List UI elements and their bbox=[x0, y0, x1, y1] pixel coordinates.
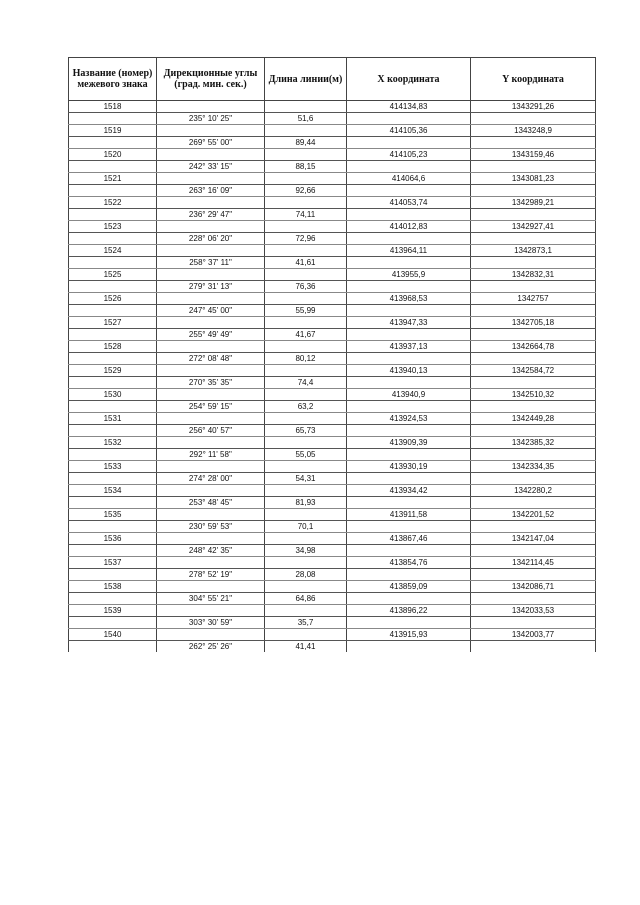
empty-cell bbox=[347, 161, 471, 173]
empty-cell bbox=[471, 185, 596, 197]
empty-cell bbox=[69, 473, 157, 485]
point-x: 414053,74 bbox=[347, 197, 471, 209]
segment-angle: 292° 11' 58" bbox=[157, 449, 265, 461]
point-x: 413896,22 bbox=[347, 605, 471, 617]
empty-cell bbox=[265, 413, 347, 425]
empty-cell bbox=[69, 305, 157, 317]
segment-row bbox=[69, 377, 596, 389]
point-row bbox=[69, 293, 596, 305]
empty-cell bbox=[347, 137, 471, 149]
segment-length: 41,41 bbox=[265, 641, 347, 653]
point-name: 1538 bbox=[69, 581, 157, 593]
empty-cell bbox=[157, 581, 265, 593]
empty-cell bbox=[157, 557, 265, 569]
empty-cell bbox=[347, 113, 471, 125]
empty-cell bbox=[471, 305, 596, 317]
point-x: 413909,39 bbox=[347, 437, 471, 449]
empty-cell bbox=[265, 149, 347, 161]
empty-cell bbox=[69, 329, 157, 341]
segment-row bbox=[69, 209, 596, 221]
segment-angle: 303° 30' 59" bbox=[157, 617, 265, 629]
segment-length: 63,2 bbox=[265, 401, 347, 413]
point-y: 1342003,77 bbox=[471, 629, 596, 641]
point-y: 1342280,2 bbox=[471, 485, 596, 497]
segment-angle: 235° 10' 25" bbox=[157, 113, 265, 125]
empty-cell bbox=[471, 137, 596, 149]
empty-cell bbox=[69, 497, 157, 509]
segment-angle: 258° 37' 11" bbox=[157, 257, 265, 269]
empty-cell bbox=[69, 281, 157, 293]
empty-cell bbox=[471, 113, 596, 125]
empty-cell bbox=[69, 161, 157, 173]
empty-cell bbox=[347, 233, 471, 245]
segment-angle: 254° 59' 15" bbox=[157, 401, 265, 413]
empty-cell bbox=[157, 149, 265, 161]
table-header-row bbox=[69, 58, 596, 101]
empty-cell bbox=[157, 341, 265, 353]
segment-angle: 253° 48' 45" bbox=[157, 497, 265, 509]
empty-cell bbox=[265, 389, 347, 401]
point-row bbox=[69, 557, 596, 569]
empty-cell bbox=[157, 197, 265, 209]
point-x: 413915,93 bbox=[347, 629, 471, 641]
empty-cell bbox=[265, 605, 347, 617]
point-name: 1529 bbox=[69, 365, 157, 377]
point-y: 1342334,35 bbox=[471, 461, 596, 473]
segment-row bbox=[69, 233, 596, 245]
empty-cell bbox=[157, 221, 265, 233]
point-row bbox=[69, 365, 596, 377]
point-name: 1534 bbox=[69, 485, 157, 497]
empty-cell bbox=[157, 461, 265, 473]
point-row bbox=[69, 197, 596, 209]
empty-cell bbox=[157, 125, 265, 137]
segment-length: 65,73 bbox=[265, 425, 347, 437]
point-y: 1342510,32 bbox=[471, 389, 596, 401]
empty-cell bbox=[157, 605, 265, 617]
segment-row bbox=[69, 305, 596, 317]
point-y: 1343248,9 bbox=[471, 125, 596, 137]
empty-cell bbox=[157, 533, 265, 545]
point-row bbox=[69, 149, 596, 161]
empty-cell bbox=[347, 209, 471, 221]
empty-cell bbox=[347, 617, 471, 629]
point-row bbox=[69, 413, 596, 425]
empty-cell bbox=[69, 425, 157, 437]
point-name: 1523 bbox=[69, 221, 157, 233]
point-name: 1532 bbox=[69, 437, 157, 449]
point-name: 1539 bbox=[69, 605, 157, 617]
segment-row bbox=[69, 473, 596, 485]
empty-cell bbox=[69, 137, 157, 149]
segment-row bbox=[69, 449, 596, 461]
segment-length: 41,61 bbox=[265, 257, 347, 269]
point-name: 1524 bbox=[69, 245, 157, 257]
empty-cell bbox=[347, 425, 471, 437]
header-length: Длина линии(м) bbox=[265, 58, 347, 101]
point-name: 1533 bbox=[69, 461, 157, 473]
empty-cell bbox=[69, 113, 157, 125]
header-name: Название (номер) межевого знака bbox=[69, 58, 157, 101]
empty-cell bbox=[347, 377, 471, 389]
empty-cell bbox=[265, 245, 347, 257]
point-row bbox=[69, 269, 596, 281]
point-x: 414134,83 bbox=[347, 101, 471, 113]
empty-cell bbox=[69, 449, 157, 461]
empty-cell bbox=[157, 413, 265, 425]
empty-cell bbox=[471, 377, 596, 389]
point-name: 1522 bbox=[69, 197, 157, 209]
segment-length: 35,7 bbox=[265, 617, 347, 629]
segment-angle: 256° 40' 57" bbox=[157, 425, 265, 437]
point-y: 1342927,41 bbox=[471, 221, 596, 233]
segment-length: 55,05 bbox=[265, 449, 347, 461]
segment-angle: 230° 59' 53" bbox=[157, 521, 265, 533]
empty-cell bbox=[471, 233, 596, 245]
point-row bbox=[69, 581, 596, 593]
empty-cell bbox=[157, 293, 265, 305]
empty-cell bbox=[471, 545, 596, 557]
header-y: Y координата bbox=[471, 58, 596, 101]
segment-angle: 248° 42' 35" bbox=[157, 545, 265, 557]
point-row bbox=[69, 245, 596, 257]
point-y: 1343081,23 bbox=[471, 173, 596, 185]
boundary-coordinates-table bbox=[68, 57, 596, 652]
point-x: 413937,13 bbox=[347, 341, 471, 353]
point-y: 1342086,71 bbox=[471, 581, 596, 593]
empty-cell bbox=[471, 473, 596, 485]
segment-length: 55,99 bbox=[265, 305, 347, 317]
segment-row bbox=[69, 401, 596, 413]
point-name: 1525 bbox=[69, 269, 157, 281]
empty-cell bbox=[265, 365, 347, 377]
segment-row bbox=[69, 137, 596, 149]
point-x: 413955,9 bbox=[347, 269, 471, 281]
point-x: 413911,58 bbox=[347, 509, 471, 521]
point-x: 413947,33 bbox=[347, 317, 471, 329]
empty-cell bbox=[347, 305, 471, 317]
point-x: 413867,46 bbox=[347, 533, 471, 545]
segment-row bbox=[69, 257, 596, 269]
segment-length: 74,4 bbox=[265, 377, 347, 389]
point-x: 414105,23 bbox=[347, 149, 471, 161]
header-angle: Дирекционные углы (град. мин. сек.) bbox=[157, 58, 265, 101]
empty-cell bbox=[265, 317, 347, 329]
segment-length: 81,93 bbox=[265, 497, 347, 509]
empty-cell bbox=[69, 617, 157, 629]
segment-angle: 274° 28' 00" bbox=[157, 473, 265, 485]
empty-cell bbox=[265, 221, 347, 233]
point-name: 1526 bbox=[69, 293, 157, 305]
segment-angle: 247° 45' 00" bbox=[157, 305, 265, 317]
point-y: 1343291,26 bbox=[471, 101, 596, 113]
empty-cell bbox=[265, 581, 347, 593]
point-x: 414064,6 bbox=[347, 173, 471, 185]
point-y: 1342757 bbox=[471, 293, 596, 305]
point-name: 1518 bbox=[69, 101, 157, 113]
table-body bbox=[69, 101, 596, 653]
empty-cell bbox=[69, 353, 157, 365]
empty-cell bbox=[347, 593, 471, 605]
segment-length: 92,66 bbox=[265, 185, 347, 197]
point-y: 1342033,53 bbox=[471, 605, 596, 617]
segment-row bbox=[69, 569, 596, 581]
empty-cell bbox=[471, 257, 596, 269]
empty-cell bbox=[471, 209, 596, 221]
point-row bbox=[69, 533, 596, 545]
segment-length: 88,15 bbox=[265, 161, 347, 173]
segment-row bbox=[69, 425, 596, 437]
point-row bbox=[69, 509, 596, 521]
point-y: 1343159,46 bbox=[471, 149, 596, 161]
point-x: 413924,53 bbox=[347, 413, 471, 425]
segment-angle: 272° 08' 48" bbox=[157, 353, 265, 365]
point-row bbox=[69, 221, 596, 233]
segment-angle: 228° 06' 20" bbox=[157, 233, 265, 245]
point-y: 1342584,72 bbox=[471, 365, 596, 377]
segment-length: 28,08 bbox=[265, 569, 347, 581]
point-x: 413964,11 bbox=[347, 245, 471, 257]
empty-cell bbox=[157, 245, 265, 257]
segment-length: 76,36 bbox=[265, 281, 347, 293]
empty-cell bbox=[69, 569, 157, 581]
empty-cell bbox=[347, 401, 471, 413]
empty-cell bbox=[69, 377, 157, 389]
empty-cell bbox=[157, 509, 265, 521]
empty-cell bbox=[265, 341, 347, 353]
empty-cell bbox=[471, 401, 596, 413]
point-row bbox=[69, 485, 596, 497]
empty-cell bbox=[69, 209, 157, 221]
point-name: 1520 bbox=[69, 149, 157, 161]
segment-row bbox=[69, 185, 596, 197]
empty-cell bbox=[347, 449, 471, 461]
segment-angle: 304° 55' 21" bbox=[157, 593, 265, 605]
empty-cell bbox=[69, 401, 157, 413]
empty-cell bbox=[471, 329, 596, 341]
segment-length: 64,86 bbox=[265, 593, 347, 605]
segment-angle: 263° 16' 09" bbox=[157, 185, 265, 197]
empty-cell bbox=[347, 545, 471, 557]
point-x: 413930,19 bbox=[347, 461, 471, 473]
segment-row bbox=[69, 521, 596, 533]
point-name: 1537 bbox=[69, 557, 157, 569]
empty-cell bbox=[347, 641, 471, 653]
point-row bbox=[69, 437, 596, 449]
point-y: 1342832,31 bbox=[471, 269, 596, 281]
point-name: 1521 bbox=[69, 173, 157, 185]
empty-cell bbox=[157, 629, 265, 641]
empty-cell bbox=[471, 569, 596, 581]
segment-angle: 242° 33' 15" bbox=[157, 161, 265, 173]
empty-cell bbox=[69, 545, 157, 557]
point-name: 1535 bbox=[69, 509, 157, 521]
point-name: 1531 bbox=[69, 413, 157, 425]
empty-cell bbox=[157, 173, 265, 185]
empty-cell bbox=[69, 593, 157, 605]
point-row bbox=[69, 125, 596, 137]
empty-cell bbox=[265, 125, 347, 137]
empty-cell bbox=[471, 425, 596, 437]
point-y: 1342873,1 bbox=[471, 245, 596, 257]
point-x: 413854,76 bbox=[347, 557, 471, 569]
point-y: 1342664,78 bbox=[471, 341, 596, 353]
coordinates-sheet bbox=[68, 57, 595, 652]
empty-cell bbox=[157, 317, 265, 329]
empty-cell bbox=[157, 365, 265, 377]
segment-length: 72,96 bbox=[265, 233, 347, 245]
segment-row bbox=[69, 281, 596, 293]
empty-cell bbox=[157, 389, 265, 401]
empty-cell bbox=[471, 521, 596, 533]
segment-row bbox=[69, 497, 596, 509]
segment-angle: 262° 25' 26" bbox=[157, 641, 265, 653]
empty-cell bbox=[69, 257, 157, 269]
point-name: 1530 bbox=[69, 389, 157, 401]
segment-length: 34,98 bbox=[265, 545, 347, 557]
empty-cell bbox=[471, 353, 596, 365]
empty-cell bbox=[69, 641, 157, 653]
point-y: 1342705,18 bbox=[471, 317, 596, 329]
point-name: 1527 bbox=[69, 317, 157, 329]
segment-length: 51,6 bbox=[265, 113, 347, 125]
point-row bbox=[69, 101, 596, 113]
empty-cell bbox=[471, 161, 596, 173]
segment-row bbox=[69, 113, 596, 125]
empty-cell bbox=[347, 569, 471, 581]
point-x: 413968,53 bbox=[347, 293, 471, 305]
empty-cell bbox=[157, 101, 265, 113]
point-name: 1528 bbox=[69, 341, 157, 353]
segment-length: 54,31 bbox=[265, 473, 347, 485]
empty-cell bbox=[265, 173, 347, 185]
empty-cell bbox=[471, 281, 596, 293]
segment-row bbox=[69, 545, 596, 557]
empty-cell bbox=[157, 485, 265, 497]
segment-angle: 255° 49' 49" bbox=[157, 329, 265, 341]
segment-angle: 279° 31' 13" bbox=[157, 281, 265, 293]
empty-cell bbox=[265, 557, 347, 569]
point-row bbox=[69, 341, 596, 353]
empty-cell bbox=[265, 101, 347, 113]
point-row bbox=[69, 317, 596, 329]
segment-length: 80,12 bbox=[265, 353, 347, 365]
empty-cell bbox=[69, 233, 157, 245]
point-x: 414105,36 bbox=[347, 125, 471, 137]
point-x: 413934,42 bbox=[347, 485, 471, 497]
empty-cell bbox=[265, 629, 347, 641]
point-name: 1536 bbox=[69, 533, 157, 545]
empty-cell bbox=[347, 473, 471, 485]
empty-cell bbox=[265, 533, 347, 545]
point-x: 413859,09 bbox=[347, 581, 471, 593]
segment-row bbox=[69, 641, 596, 653]
segment-row bbox=[69, 617, 596, 629]
point-row bbox=[69, 605, 596, 617]
segment-length: 89,44 bbox=[265, 137, 347, 149]
point-y: 1342449,28 bbox=[471, 413, 596, 425]
header-x: X координата bbox=[347, 58, 471, 101]
segment-length: 74,11 bbox=[265, 209, 347, 221]
point-y: 1342114,45 bbox=[471, 557, 596, 569]
segment-angle: 269° 55' 00" bbox=[157, 137, 265, 149]
empty-cell bbox=[347, 329, 471, 341]
point-row bbox=[69, 389, 596, 401]
segment-row bbox=[69, 593, 596, 605]
point-row bbox=[69, 629, 596, 641]
empty-cell bbox=[265, 197, 347, 209]
empty-cell bbox=[347, 257, 471, 269]
point-x: 413940,13 bbox=[347, 365, 471, 377]
empty-cell bbox=[347, 185, 471, 197]
empty-cell bbox=[347, 521, 471, 533]
point-y: 1342385,32 bbox=[471, 437, 596, 449]
point-name: 1519 bbox=[69, 125, 157, 137]
point-row bbox=[69, 173, 596, 185]
empty-cell bbox=[69, 185, 157, 197]
empty-cell bbox=[471, 449, 596, 461]
point-x: 414012,83 bbox=[347, 221, 471, 233]
empty-cell bbox=[471, 641, 596, 653]
point-y: 1342201,52 bbox=[471, 509, 596, 521]
segment-row bbox=[69, 353, 596, 365]
segment-row bbox=[69, 161, 596, 173]
point-x: 413940,9 bbox=[347, 389, 471, 401]
segment-length: 70,1 bbox=[265, 521, 347, 533]
point-row bbox=[69, 461, 596, 473]
empty-cell bbox=[265, 509, 347, 521]
empty-cell bbox=[347, 497, 471, 509]
empty-cell bbox=[265, 437, 347, 449]
empty-cell bbox=[471, 617, 596, 629]
segment-length: 41,67 bbox=[265, 329, 347, 341]
empty-cell bbox=[471, 593, 596, 605]
empty-cell bbox=[347, 353, 471, 365]
segment-row bbox=[69, 329, 596, 341]
empty-cell bbox=[157, 269, 265, 281]
segment-angle: 278° 52' 19" bbox=[157, 569, 265, 581]
empty-cell bbox=[69, 521, 157, 533]
empty-cell bbox=[347, 281, 471, 293]
empty-cell bbox=[157, 437, 265, 449]
segment-angle: 236° 29' 47" bbox=[157, 209, 265, 221]
empty-cell bbox=[471, 497, 596, 509]
point-y: 1342147,04 bbox=[471, 533, 596, 545]
empty-cell bbox=[265, 293, 347, 305]
segment-angle: 270° 35' 35" bbox=[157, 377, 265, 389]
empty-cell bbox=[265, 269, 347, 281]
empty-cell bbox=[265, 485, 347, 497]
point-y: 1342989,21 bbox=[471, 197, 596, 209]
point-name: 1540 bbox=[69, 629, 157, 641]
empty-cell bbox=[265, 461, 347, 473]
